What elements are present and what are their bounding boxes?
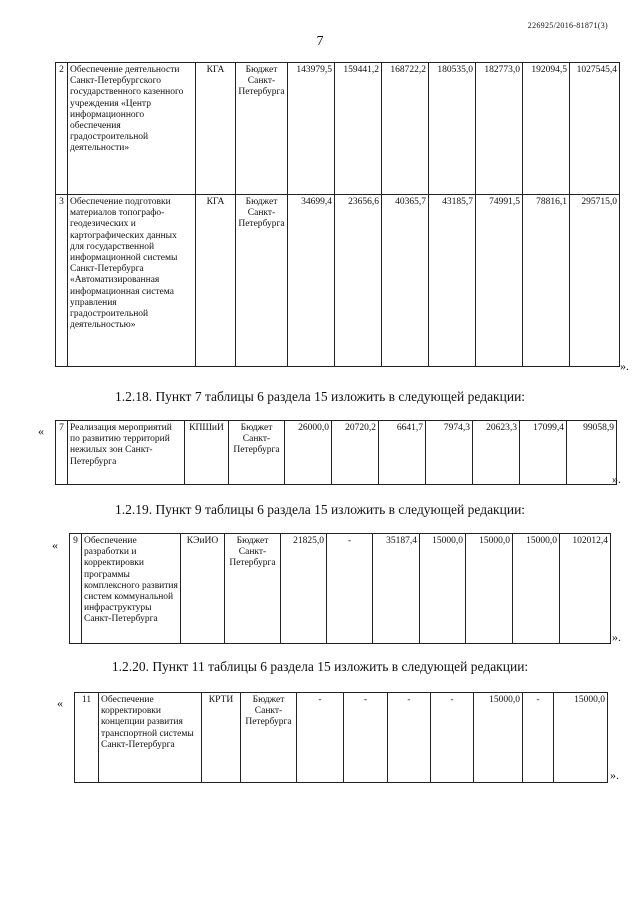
table-row bbox=[70, 534, 611, 644]
value-year-5: 20623,3 bbox=[473, 421, 520, 485]
funding-source: Бюджет Санкт-Петербурга bbox=[236, 195, 288, 367]
value-year-5: 182773,0 bbox=[476, 63, 523, 195]
table-row bbox=[56, 63, 620, 195]
row-number: 2 bbox=[56, 63, 68, 195]
value-total: 99058,9 bbox=[567, 421, 617, 485]
value-total: 1027545,4 bbox=[570, 63, 620, 195]
section-heading-18: 1.2.18. Пункт 7 таблицы 6 раздела 15 изложить в следующей редакции: bbox=[114, 389, 526, 404]
section-heading-19: 1.2.19. Пункт 9 таблицы 6 раздела 15 изложить в следующей редакции: bbox=[114, 502, 526, 517]
value-total: 15000,0 bbox=[554, 693, 608, 783]
value-year-3: - bbox=[388, 693, 431, 783]
value-year-1: 143979,5 bbox=[288, 63, 335, 195]
value-year-1: - bbox=[297, 693, 344, 783]
value-year-6: 192094,5 bbox=[523, 63, 570, 195]
value-year-4: 15000,0 bbox=[420, 534, 466, 644]
funding-source: Бюджет Санкт-Петербурга bbox=[236, 63, 288, 195]
value-year-3: 168722,2 bbox=[382, 63, 429, 195]
funding-source: Бюджет Санкт-Петербурга bbox=[229, 421, 285, 485]
measure-name: Обеспечение разработки и корректировки программы комплексного развития систем коммунальной инфраструктуры Санкт-Петербурга bbox=[82, 534, 181, 644]
value-year-4: 43185,7 bbox=[429, 195, 476, 367]
budget-table-item-11 bbox=[74, 692, 608, 783]
table-row bbox=[56, 421, 617, 485]
funding-source: Бюджет Санкт-Петербурга bbox=[225, 534, 281, 644]
value-year-2: 20720,2 bbox=[332, 421, 379, 485]
value-year-1: 34699,4 bbox=[288, 195, 335, 367]
budget-table-item-9 bbox=[69, 533, 611, 644]
executor: КРТИ bbox=[202, 693, 241, 783]
section-heading-20: 1.2.20. Пункт 11 таблицы 6 раздела 15 изложить в следующей редакции: bbox=[111, 659, 529, 674]
executor: КГА bbox=[196, 63, 236, 195]
value-year-4: 7974,3 bbox=[426, 421, 473, 485]
value-year-5: 15000,0 bbox=[474, 693, 523, 783]
value-year-4: 180535,0 bbox=[429, 63, 476, 195]
table-row bbox=[75, 693, 608, 783]
closing-quote: ». bbox=[612, 472, 621, 486]
value-total: 295715,0 bbox=[570, 195, 620, 367]
table-row bbox=[56, 195, 620, 367]
row-number: 11 bbox=[75, 693, 99, 783]
value-year-6: - bbox=[523, 693, 554, 783]
value-year-5: 74991,5 bbox=[476, 195, 523, 367]
value-year-3: 35187,4 bbox=[373, 534, 420, 644]
page-number: 7 bbox=[316, 34, 324, 49]
value-year-3: 40365,7 bbox=[382, 195, 429, 367]
measure-name: Обеспечение деятельности Санкт-Петербургского государственного казенного учреждения «Центр информационного обеспечения градостроительной деятельности» bbox=[68, 63, 196, 195]
executor: КПШиИ bbox=[185, 421, 229, 485]
value-total: 102012,4 bbox=[560, 534, 611, 644]
row-number: 7 bbox=[56, 421, 68, 485]
closing-quote: ». bbox=[612, 630, 621, 644]
measure-name: Реализация мероприятий по развитию территорий нежилых зон Санкт-Петербурга bbox=[68, 421, 185, 485]
value-year-6: 15000,0 bbox=[513, 534, 560, 644]
value-year-1: 21825,0 bbox=[281, 534, 327, 644]
row-number: 9 bbox=[70, 534, 82, 644]
value-year-2: 23656,6 bbox=[335, 195, 382, 367]
opening-quote: « bbox=[57, 696, 63, 710]
opening-quote: « bbox=[52, 538, 58, 552]
value-year-2: 159441,2 bbox=[335, 63, 382, 195]
value-year-3: 6641,7 bbox=[379, 421, 426, 485]
value-year-1: 26000,0 bbox=[285, 421, 332, 485]
row-number: 3 bbox=[56, 195, 68, 367]
funding-source: Бюджет Санкт-Петербурга bbox=[241, 693, 297, 783]
executor: КГА bbox=[196, 195, 236, 367]
closing-quote: ». bbox=[620, 359, 629, 373]
executor: КЭиИО bbox=[181, 534, 225, 644]
measure-name: Обеспечение корректировки концепции развития транспортной системы Санкт-Петербурга bbox=[99, 693, 202, 783]
value-year-2: - bbox=[344, 693, 388, 783]
value-year-6: 78816,1 bbox=[523, 195, 570, 367]
value-year-2: - bbox=[327, 534, 373, 644]
opening-quote: « bbox=[38, 424, 44, 438]
budget-table-continuation bbox=[55, 62, 620, 367]
value-year-4: - bbox=[431, 693, 474, 783]
value-year-6: 17099,4 bbox=[520, 421, 567, 485]
value-year-5: 15000,0 bbox=[466, 534, 513, 644]
document-id: 226925/2016-81871(3) bbox=[527, 21, 608, 30]
closing-quote: ». bbox=[610, 768, 619, 782]
measure-name: Обеспечение подготовки материалов топографо-геодезических и картографических данных для государственной информационной системы Санкт-Петербурга «Автоматизированная информационная система управления градостроительной деятельностью» bbox=[68, 195, 196, 367]
budget-table-item-7 bbox=[55, 420, 617, 485]
